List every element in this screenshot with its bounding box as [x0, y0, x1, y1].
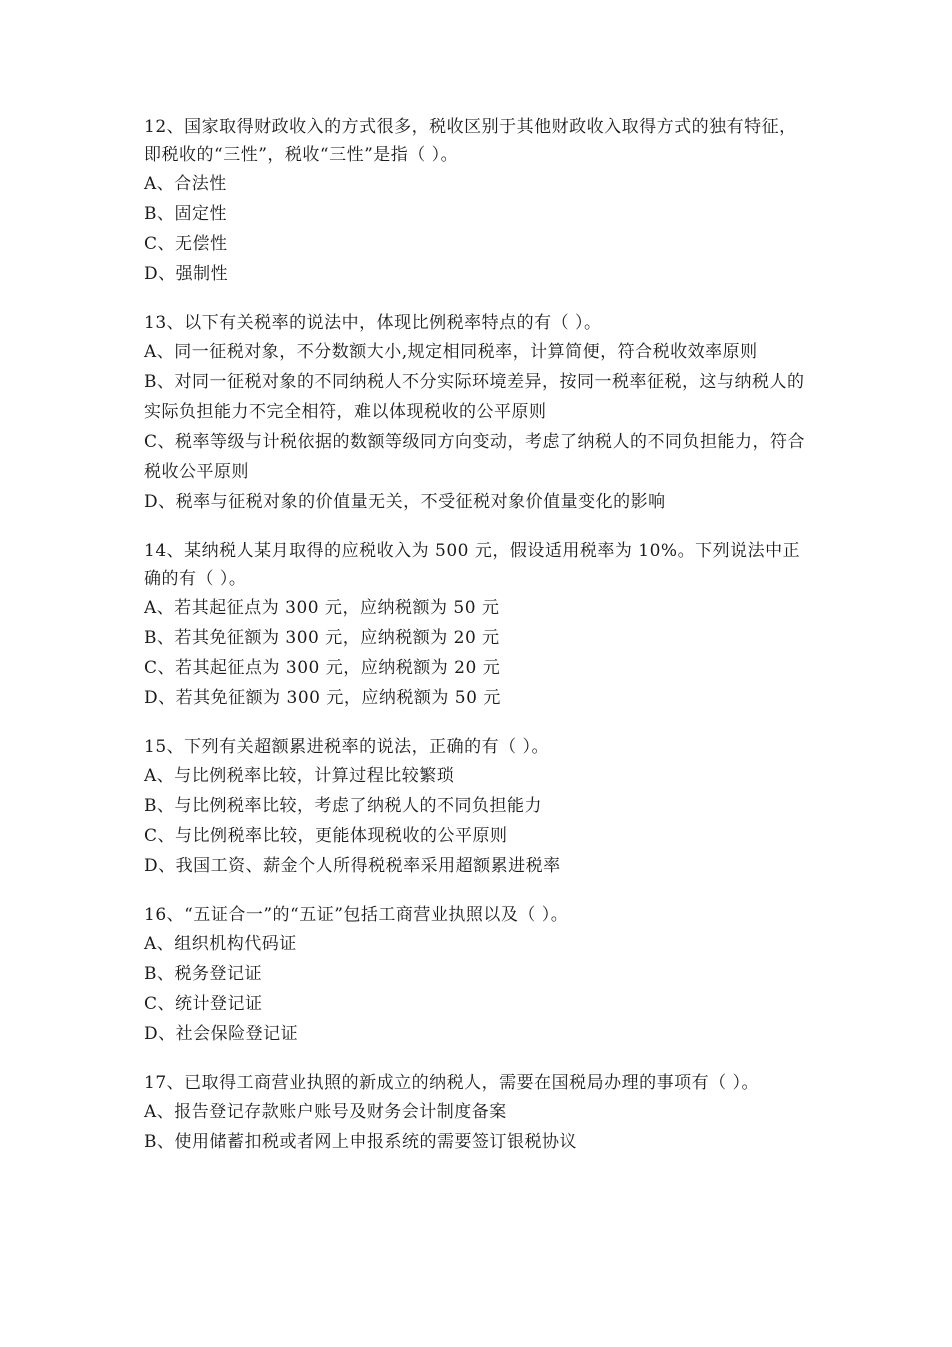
- option-a: A、合法性: [144, 174, 227, 194]
- option-a: A、与比例税率比较，计算过程比较繁琐: [144, 766, 455, 786]
- option-d: D、税率与征税对象的价值量无关，不受征税对象价值量变化的影响: [144, 492, 666, 512]
- option-a: A、同一征税对象，不分数额大小,规定相同税率，计算简便，符合税收效率原则: [144, 342, 758, 362]
- question-stem: 16、“五证合一”的“五证”包括工商营业执照以及（ ）。: [144, 905, 569, 925]
- question-stem: 15、下列有关超额累进税率的说法，正确的有（ ）。: [144, 737, 550, 757]
- question-13: [144, 309, 814, 517]
- option-b: B、固定性: [144, 204, 227, 224]
- option-c: C、税率等级与计税依据的数额等级同方向变动，考虑了纳税人的不同负担能力，符合税收公平原则: [144, 432, 806, 482]
- question-12: [144, 113, 814, 289]
- question-stem: 14、某纳税人某月取得的应税收入为 500 元，假设适用税率为 10%。下列说法中正确的有（ ）。: [144, 541, 801, 589]
- option-c: C、与比例税率比较，更能体现税收的公平原则: [144, 826, 508, 846]
- question-17: [144, 1069, 814, 1157]
- question-15: [144, 733, 814, 881]
- option-d: D、我国工资、薪金个人所得税税率采用超额累进税率: [144, 856, 561, 876]
- question-stem: 12、国家取得财政收入的方式很多，税收区别于其他财政收入取得方式的独有特征，即税收的“三性”，税收“三性”是指（ ）。: [144, 117, 797, 165]
- question-14: [144, 537, 814, 713]
- question-stem: 13、以下有关税率的说法中，体现比例税率特点的有（ ）。: [144, 313, 602, 333]
- option-d: D、若其免征额为 300 元，应纳税额为 50 元: [144, 688, 501, 708]
- option-d: D、强制性: [144, 264, 229, 284]
- document-page: [144, 113, 814, 1177]
- option-c: C、无偿性: [144, 234, 228, 254]
- option-c: C、统计登记证: [144, 994, 263, 1014]
- question-stem: 17、已取得工商营业执照的新成立的纳税人，需要在国税局办理的事项有（ ）。: [144, 1073, 760, 1093]
- option-b: B、与比例税率比较，考虑了纳税人的不同负担能力: [144, 796, 542, 816]
- option-b: B、使用储蓄扣税或者网上申报系统的需要签订银税协议: [144, 1132, 577, 1152]
- option-c: C、若其起征点为 300 元，应纳税额为 20 元: [144, 658, 501, 678]
- option-d: D、社会保险登记证: [144, 1024, 299, 1044]
- option-b: B、对同一征税对象的不同纳税人不分实际环境差异，按同一税率征税，这与纳税人的实际负担能力不完全相符，难以体现税收的公平原则: [144, 372, 805, 422]
- option-a: A、组织机构代码证: [144, 934, 297, 954]
- option-b: B、若其免征额为 300 元，应纳税额为 20 元: [144, 628, 500, 648]
- question-16: [144, 901, 814, 1049]
- option-a: A、若其起征点为 300 元，应纳税额为 50 元: [144, 598, 500, 618]
- option-b: B、税务登记证: [144, 964, 262, 984]
- option-a: A、报告登记存款账户账号及财务会计制度备案: [144, 1102, 507, 1122]
